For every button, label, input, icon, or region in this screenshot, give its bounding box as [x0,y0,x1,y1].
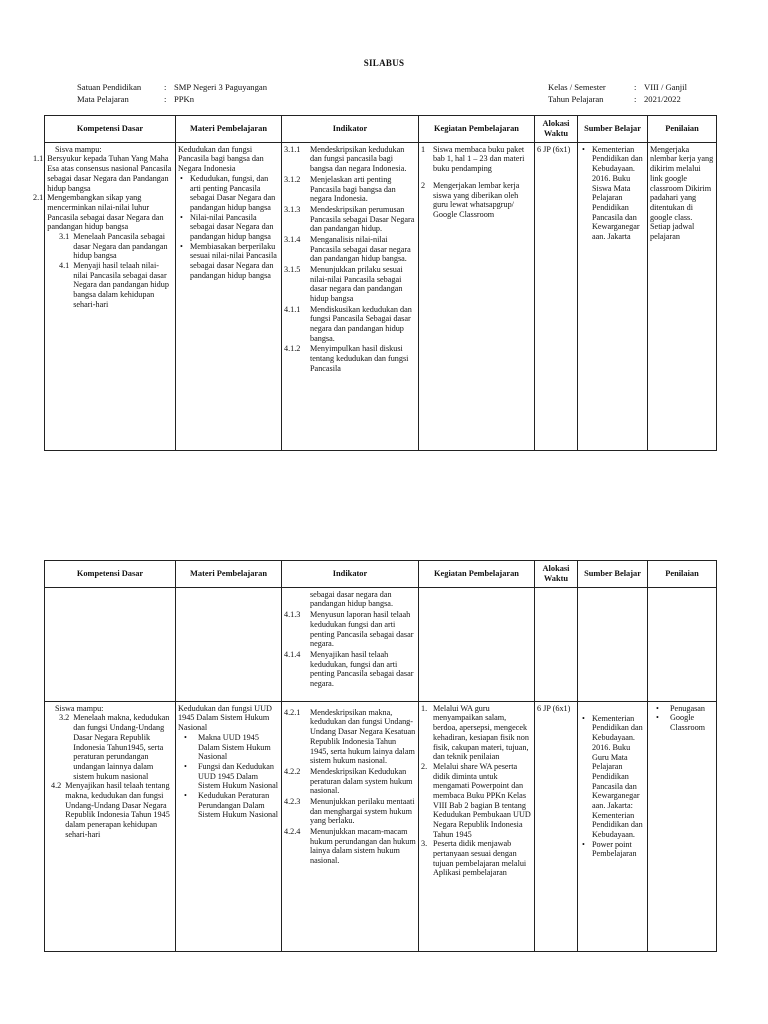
meta-label: Satuan Pendidikan [77,82,142,92]
indikator-item [284,305,416,344]
meta-value: PPKn [174,94,195,104]
indikator-item [284,145,416,174]
kegiatan-text: Melalui WA guru menyampaikan salam, berdoa, apersepsi, mengecek kehadiran, kesiapan fisik non fisik, cakupan materi, tujuan, dan teknik penilaian [433,703,529,762]
kegiatan-text: Peserta didik menjawab pertanyaan sesuai dengan tujuan pembelajaran melalui Aplikasi pembelajaran [433,839,527,878]
kd-item [33,154,173,193]
kegiatan-item [421,762,532,839]
kd-number: 1.1 [33,154,44,164]
indikator-number: 3.1.4 [284,234,301,244]
meta-label: Tahun Pelajaran [548,94,604,104]
indikator-text: Menunjukkan prilaku sesuai nilai-nilai Pancasila sebagai dasar negara dan pandangan hidup bangsa [310,264,403,303]
kd-item [33,193,173,232]
table-row [45,701,717,951]
sumber-cell [578,701,648,951]
header-indikator: Indikator [282,561,419,588]
kegiatan-item [421,181,532,220]
meta-label: Mata Pelajaran [77,94,129,104]
header-indikator: Indikator [282,116,419,143]
indikator-number: 4.2.4 [284,826,301,836]
header-alokasi: Alokasi Waktu [535,561,578,588]
sumber-item: • Kementerian Pendidikan dan Kebudayaan. 2016. Buku Siswa Mata Pelajaran Pendidikan Pancasila dan Kewarganegar aan. Jakarta [592,144,643,241]
indikator-number: 4.1.4 [284,649,301,659]
indikator-item [284,265,416,304]
indikator-number: 3.1.3 [284,204,301,214]
header-materi: Materi Pembelajaran [176,561,282,588]
indikator-text: Menjelaskan arti penting Pancasila bagi bangsa dan negara Indonesia. [310,174,396,204]
header-sumber: Sumber Belajar [578,116,648,143]
indikator-text: Menyimpulkan hasil diskusi tentang kedudukan dan fungsi Pancasila [310,344,409,373]
meta-row-class [548,81,687,93]
list-item [650,704,714,714]
penilaian-list [650,704,714,733]
kegiatan-number: 1 [421,144,426,154]
header-kegiatan: Kegiatan Pembelajaran [419,116,535,143]
indikator-item [284,235,416,264]
list-item [178,213,279,242]
kegiatan-cell [419,587,535,701]
indikator-text: Menunjukkan macam-macam hukum perundangan dan hukum lainya dalam sistem hukum nasional. [310,826,416,865]
indikator-number: 4.1.3 [284,610,301,620]
materi-item: • Membiasakan berperilaku sesuai nilai-nilai Pancasila sebagai dasar Negara dan pandangan hidup bangsa [190,241,277,280]
meta-value: VIII / Ganjil [644,82,687,92]
kd-text: Menyaji hasil telaah nilai-nilai Pancasila sebagai dasar Negara dan pandangan hidup bangsa dalam kehidupan sehari-hari [73,260,169,309]
penilaian-cell [648,587,717,701]
indikator-item [284,344,416,373]
materi-item: • Nilai-nilai Pancasila sebagai dasar Negara dan pandangan hidup bangsa [190,212,274,241]
alokasi-cell [535,142,578,450]
list-item [580,714,645,840]
indikator-text: Menyusun laporan hasil telaah kedudukan fungsi dan arti penting Pancasila sebagai dasar negara. [310,610,414,649]
indikator-item [284,175,416,204]
kegiatan-number: 2 [421,180,426,190]
indikator-text: Mendiskusikan kedudukan dan fungsi Pancasila Sebagai dasar negara dan pandangan hidup bangsa. [310,304,412,343]
kd-item [47,261,173,309]
indikator-item [284,590,416,609]
meta-colon: : [634,82,637,92]
penilaian-item: • Penugasan [670,703,706,713]
kd-cell [45,701,176,951]
sumber-list [580,714,645,859]
materi-item: • Kedudukan Peraturan Perundangan Dalam Sistem Hukum Nasional [198,790,279,820]
kd-number: 4.2 [51,781,62,791]
indikator-text: Menunjukkan perilaku mentaati dan menghargai system hukum yang berlaku. [310,796,415,826]
indikator-number: 3.1.2 [284,174,301,184]
penilaian-item: • Google Classroom [670,713,706,733]
kegiatan-item [421,145,532,174]
table-row [45,587,717,701]
materi-cell [176,701,282,951]
sumber-list [580,145,645,242]
penilaian-cell [648,701,717,951]
kd-number: 3.1 [59,231,70,241]
meta-colon: : [634,94,637,104]
kd-text: Mengembangkan sikap yang mencerminkan nilai-nilai luhur Pancasila sebagai dasar Negara dan pandangan hidup bangsa [47,193,164,232]
kd-intro: Sisva mampu: [55,144,102,154]
materi-intro: Kedudukan dan fungsi Pancasila bagi bangsa dan Negara Indonesia [178,144,264,174]
header-alokasi: Alokasi Waktu [535,116,578,143]
alokasi-value: 6 JP (6x1) [537,703,571,713]
indikator-number: 4.1.2 [284,344,301,354]
kd-number: 4.1 [59,260,70,270]
sumber-item: • Power point Pembelajaran [592,839,637,859]
indikator-text: sebagai dasar negara dan pandangan hidup bangsa. [310,589,393,609]
indikator-cell [282,587,419,701]
materi-item: • Makna UUD 1945 Dalam Sistem Hukum Nasional [198,732,271,762]
meta-value: SMP Negeri 3 Paguyangan [174,82,268,92]
meta-colon: : [164,82,167,92]
indikator-text: Mendeskripsikan perumusan Pancasila sebagai Dasar Negara dan pandangan hidup. [310,204,415,234]
kd-number: 3.2 [59,713,70,723]
table-header-row [45,561,717,588]
kegiatan-text: Mengerjakan lembar kerja siswa yang diberikan oleh guru lewat whatsapgrup/ Google Classroom [433,180,520,219]
table-row [45,142,717,450]
indikator-item [284,708,416,766]
indikator-item [284,205,416,234]
kegiatan-cell [419,142,535,450]
kd-text: Menelaah makna, kedudukan dan fungsi Undang-Undang Dasar Negara Republik Indonesia Tahun1945, serta peraturan perundangan undangan lainnya dalam sistem hukum nasional [73,713,170,781]
header-penilaian: Penilaian [648,561,717,588]
kd-text: Menelaah Pancasila sebagai dasar Negara dan pandangan hidup bangsa [73,231,168,261]
kegiatan-number: 3. [421,839,428,849]
kegiatan-number: 2. [421,761,428,771]
indikator-number [284,590,310,609]
materi-cell [176,142,282,450]
alokasi-value: 6 JP (6x1) [537,144,571,154]
kd-intro: Siswa mampu: [55,703,104,713]
materi-intro: Kedudukan dan fungsi UUD 1945 Dalam Sistem Hukum Nasional [178,703,272,733]
kegiatan-number: 1. [421,703,428,713]
meta-colon: : [164,94,167,104]
indikator-cell [282,701,419,951]
list-item [650,713,714,732]
indikator-item [284,797,416,826]
sumber-item: • Kementerian Pendidikan dan Kebudayaan. 2016. Buku Guru Mata Pelajaran Pendidikan Pancasila dan Kewarganegar aan. Jakarta: Kementerian Pendidikan dan Kebudayaan. [592,713,643,839]
indikator-number: 3.1.1 [284,144,301,154]
list-item [178,762,279,791]
meta-label: Kelas / Semester [548,82,606,92]
indikator-number: 4.2.3 [284,796,301,806]
sumber-cell [578,142,648,450]
list-item [178,174,279,213]
kd-text: Menyajikan hasil telaah tentang makna, kedudukan dan fungsi Undang-Undang Dasar Negara Republik Indonesia Tahun 1945 dalam penerapan kehidupan sehari-hari [65,781,170,839]
school-info [77,81,267,105]
indikator-text: Menganalisis nilai-nilai Pancasila sebagai dasar negara dan pandangan hidup bangsa. [310,234,411,264]
kd-item [47,713,173,781]
meta-row-year [548,93,687,105]
indikator-number: 4.2.2 [284,766,301,776]
header-materi: Materi Pembelajaran [176,116,282,143]
syllabus-table-1 [33,115,717,451]
kd-item [47,781,173,839]
indikator-number: 4.1.1 [284,304,301,314]
header-kompetensi-dasar: Kompetensi Dasar [45,561,176,588]
indikator-item [284,610,416,649]
kd-number: 2.1 [33,193,44,203]
materi-cell [176,587,282,701]
indikator-text: Menyajikan hasil telaah kedudukan, fungsi dan arti penting Pancasila sebagai dasar negara. [310,649,414,688]
materi-item: • Kedudukan, fungsi, dan arti penting Pancasila sebagai Dasar Negara dan pandangan hidup bangsa [190,173,276,212]
table-header-row [45,116,717,143]
materi-list [178,174,279,280]
kegiatan-text: Melalui share WA peserta didik diminta untuk mengamati Powerpoint dan membaca Buku PPKn Kelas VIII Bab 2 bagian B tentang Kedudukan Pembukaan UUD Negara Republik Indonesia Tahun 1945 [433,761,531,839]
document-title: SILABUS [363,58,405,68]
indikator-text: Mendeskripsikan kedudukan dan fungsi pancasila bagi bangsa dan negara Indonesia. [310,144,407,174]
list-item [580,145,645,242]
header-sumber: Sumber Belajar [578,561,648,588]
indikator-number: 4.2.1 [284,707,301,717]
alokasi-cell [535,701,578,951]
header-kegiatan: Kegiatan Pembelajaran [419,561,535,588]
alokasi-cell [535,587,578,701]
class-info [548,81,687,105]
kegiatan-cell [419,701,535,951]
indikator-item [284,767,416,796]
kd-text: Bersyukur kepada Tuhan Yang Maha Esa atas consensus nasional Pancasila sebagai dasar Negara dan Pandangan hidup bangsa [47,154,172,193]
list-item [178,791,279,820]
kegiatan-text: Siswa membaca buku paket bab 1, hal 1 – 23 dan materi buku pendamping [433,144,525,174]
kd-item [47,232,173,261]
list-item [178,242,279,281]
kd-cell [45,587,176,701]
materi-item: • Fungsi dan Kedudukan UUD 1945 Dalam Sistem Hukum Nasional [198,761,279,791]
list-item [178,733,279,762]
indikator-cell [282,142,419,450]
indikator-text: Mendeskripsikan makna, kedudukan dan fungsi Undang-Undang Dasar Negara Kesatuan Republik Indonesia Tahun 1945, serta hukum lainya dalam sistem hukum nasional. [310,707,416,766]
meta-value: 2021/2022 [644,94,681,104]
header-kompetensi-dasar: Kompetensi Dasar [45,116,176,143]
list-item [580,840,645,859]
kd-cell [33,142,176,450]
header-penilaian: Penilaian [648,116,717,143]
sumber-cell [578,587,648,701]
penilaian-text: Mengerjaka nlembar kerja yang dikirim melalui link google classroom Dikirim padahari yang ditentukan di google class. Setiap jadwal pelajaran [650,144,714,241]
indikator-text: Mendeskripsikan Kedudukan peraturan dalam system hukum nasional. [310,766,413,796]
indikator-item [284,827,416,866]
indikator-item [284,650,416,689]
syllabus-table-2 [44,560,717,952]
meta-row-subject [77,93,267,105]
kegiatan-item [421,704,532,762]
materi-list [178,733,279,820]
kegiatan-item [421,839,532,878]
indikator-number: 3.1.5 [284,264,301,274]
penilaian-cell [648,142,717,450]
meta-row-school [77,81,267,93]
